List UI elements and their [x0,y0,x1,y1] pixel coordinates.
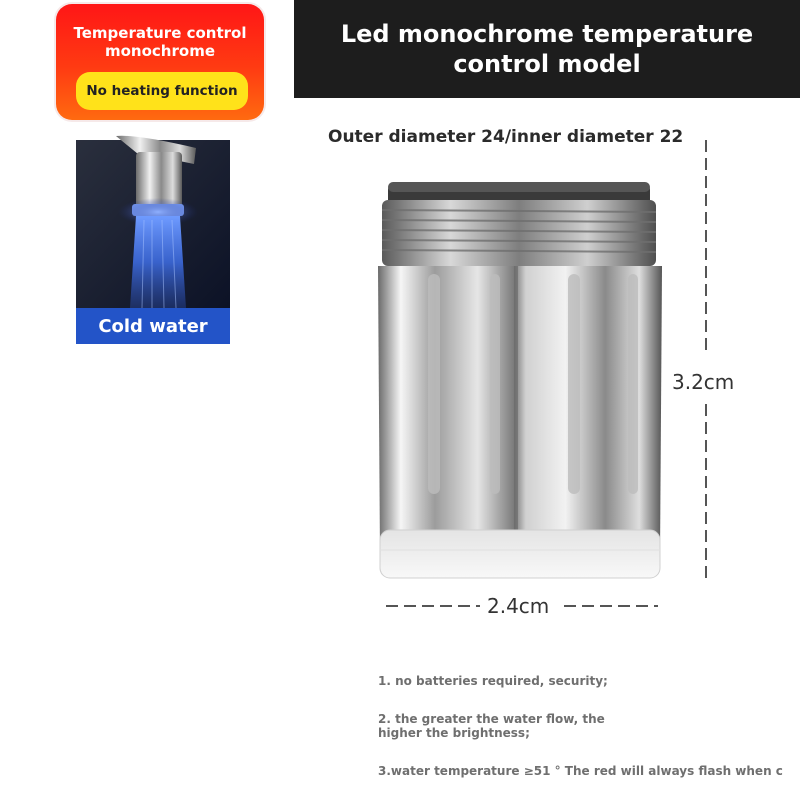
feature-item-1: 1. no batteries required, security; [378,674,608,688]
no-heating-pill: No heating function [76,72,248,110]
header-title: Led monochrome temperature control model [340,20,754,78]
feature-item-3: 3.water temperature ≥51 ° The red will always flash when c [378,764,783,778]
badge-title: Temperature control monochrome [73,24,247,60]
cold-water-label: Cold water [76,308,230,344]
height-dimension-line [701,140,711,580]
faucet-blue-light-image [76,140,230,308]
temperature-badge [56,4,264,120]
aerator-product-image [370,170,670,590]
page-title [294,0,800,98]
height-label: 3.2cm [672,370,735,394]
cold-water-thumbnail [76,140,230,344]
feature-item-2: 2. the greater the water flow, the higher the brightness; [378,712,605,740]
width-label: 2.4cm [487,594,550,618]
diameter-note: Outer diameter 24/inner diameter 22 [328,127,684,147]
